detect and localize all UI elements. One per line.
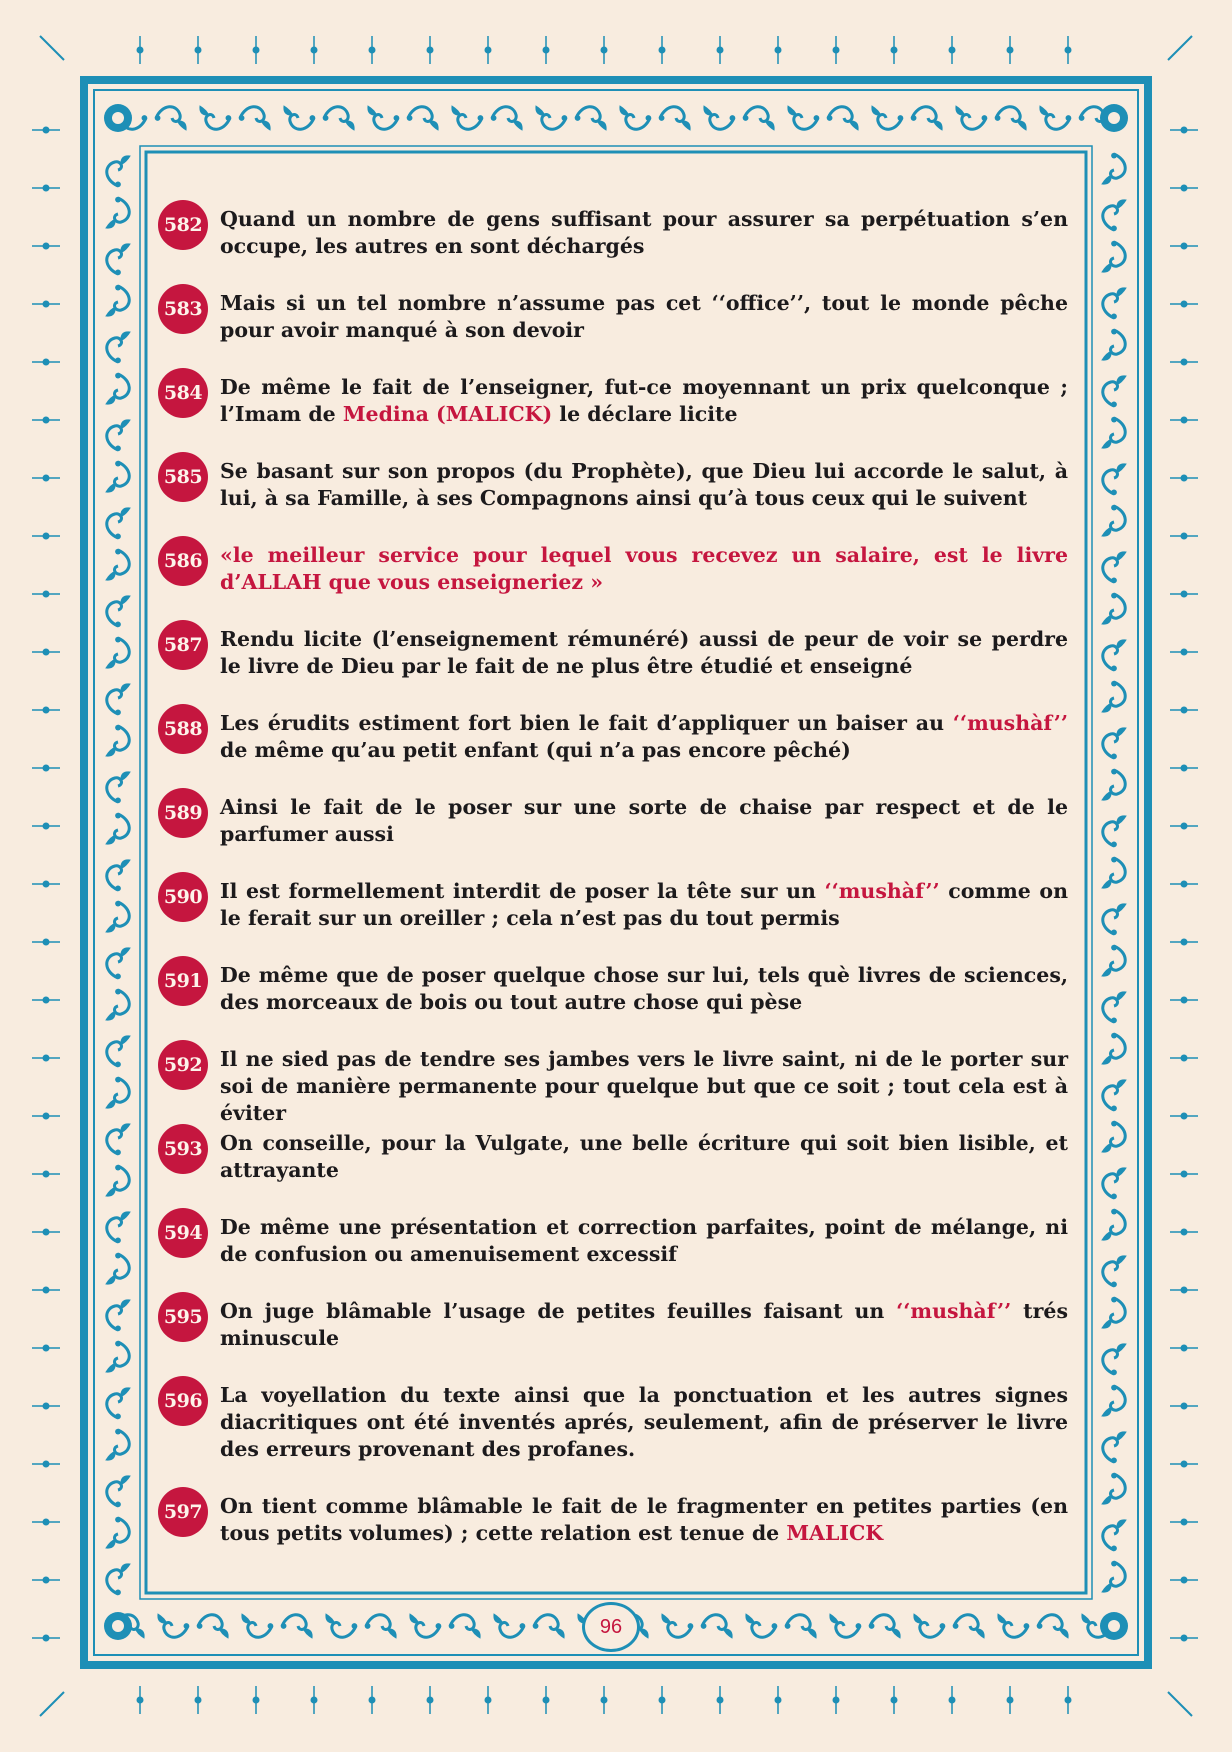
- arabesque-motif: [533, 1615, 565, 1639]
- corner-spear: [1168, 1692, 1192, 1716]
- arabesque-motif: [451, 105, 483, 129]
- arabesque-motif: [107, 771, 131, 803]
- spear-ornament-bead: [543, 1697, 550, 1704]
- arabesque-motif: [407, 107, 439, 131]
- verse-589: [158, 794, 1068, 878]
- corner-rosette-center: [112, 112, 124, 124]
- arabesque-motif: [997, 1613, 1029, 1637]
- arabesque-motif: [449, 1615, 481, 1639]
- spear-ornament-bead: [137, 1697, 144, 1704]
- spear-ornament-bead: [43, 243, 50, 250]
- verse-text-segment: De même que de poser quelque chose sur lui, tels què livres de sciences, des morceaux de bois ou tout autre chose qui pèse: [220, 963, 1068, 1014]
- spear-ornament-bead: [311, 47, 318, 54]
- verse-583: [158, 290, 1068, 374]
- arabesque-motif: [1101, 1473, 1125, 1505]
- arabesque-motif: [1039, 105, 1071, 129]
- spear-ornament-bead: [43, 417, 50, 424]
- spear-ornament-bead: [369, 47, 376, 54]
- verse-597: [158, 1493, 1068, 1577]
- verse-585: [158, 458, 1068, 542]
- spear-ornament-bead: [1181, 475, 1188, 482]
- verse-592: [158, 1046, 1068, 1130]
- arabesque-motif: [787, 105, 819, 129]
- verse-number-badge: 585: [158, 452, 208, 502]
- arabesque-motif: [1103, 463, 1127, 495]
- spear-ornament-bead: [1181, 127, 1188, 134]
- arabesque-motif: [367, 105, 399, 129]
- arabesque-motif: [105, 1517, 129, 1549]
- spear-ornament-bead: [1181, 1287, 1188, 1294]
- verse-text-segment: Se basant sur son propos (du Prophète), que Dieu lui accorde le salut, à lui, à sa Famille, à ses Compagnons ainsi qu’à tous ceux qui le suivent: [220, 459, 1068, 510]
- spear-ornament-bead: [659, 1697, 666, 1704]
- verse-591: [158, 962, 1068, 1046]
- arabesque-motif: [1101, 329, 1125, 361]
- verse-text: [220, 542, 1068, 596]
- arabesque-motif: [1101, 1209, 1125, 1241]
- spear-ornament-bead: [1065, 1697, 1072, 1704]
- arabesque-motif: [107, 1123, 131, 1155]
- spear-ornament-bead: [43, 1229, 50, 1236]
- spear-ornament-bead: [717, 1697, 724, 1704]
- arabesque-motif: [105, 461, 129, 493]
- arabesque-motif: [107, 155, 131, 187]
- spear-ornament-bead: [1181, 765, 1188, 772]
- spear-ornament-bead: [427, 47, 434, 54]
- arabesque-motif: [995, 107, 1027, 131]
- arabesque-motif: [105, 1077, 129, 1109]
- spear-ornament-bead: [891, 1697, 898, 1704]
- spear-ornament-bead: [43, 881, 50, 888]
- spear-ornament-bead: [43, 997, 50, 1004]
- arabesque-motif: [241, 1613, 273, 1637]
- verse-text-segment: De même le fait de l’enseigner, fut-ce moyennant un prix quelconque ; l’Imam de: [220, 375, 1068, 426]
- spear-ornament-bead: [1181, 1113, 1188, 1120]
- verse-number-badge: 592: [158, 1040, 208, 1090]
- spear-ornament-bead: [43, 127, 50, 134]
- spear-ornament-bead: [891, 47, 898, 54]
- verse-text-segment: On conseille, pour la Vulgate, une belle écriture qui soit bien lisible, et attrayante: [220, 1131, 1068, 1182]
- arabesque-motif: [365, 1615, 397, 1639]
- spear-ornament-bead: [1181, 1229, 1188, 1236]
- arabesque-motif: [827, 107, 859, 131]
- verse-number-badge: 582: [158, 200, 208, 250]
- spear-ornament-bead: [1007, 1697, 1014, 1704]
- spear-ornament-bead: [1007, 47, 1014, 54]
- arabesque-motif: [105, 197, 129, 229]
- verse-text-segment: comme on le ferait sur un oreiller ; cela n’est pas du tout permis: [220, 879, 1068, 930]
- arabesque-motif: [701, 1615, 733, 1639]
- arabesque-motif: [105, 1429, 129, 1461]
- arabesque-motif: [575, 107, 607, 131]
- arabesque-motif: [105, 373, 129, 405]
- arabesque-motif: [409, 1613, 441, 1637]
- arabesque-motif: [105, 989, 129, 1021]
- verse-text-segment: le déclare licite: [552, 402, 738, 426]
- verse-text-highlight: MALICK: [786, 1521, 884, 1545]
- arabesque-motif: [1103, 727, 1127, 759]
- verse-text: [220, 626, 1068, 680]
- verse-text: [220, 1493, 1068, 1547]
- spear-ornament-bead: [1181, 359, 1188, 366]
- spear-ornament-bead: [1181, 1577, 1188, 1584]
- spear-ornament-bead: [1065, 47, 1072, 54]
- spear-ornament-bead: [43, 591, 50, 598]
- arabesque-motif: [105, 725, 129, 757]
- arabesque-motif: [197, 1615, 229, 1639]
- arabesque-motif: [1101, 417, 1125, 449]
- spear-ornament-bead: [43, 1635, 50, 1642]
- arabesque-motif: [955, 105, 987, 129]
- arabesque-motif: [107, 683, 131, 715]
- verse-text-segment: Il est formellement interdit de poser la tête sur un: [220, 879, 825, 903]
- arabesque-motif: [105, 285, 129, 317]
- corner-spear: [40, 1692, 64, 1716]
- verse-text: [220, 1046, 1068, 1127]
- spear-ornament-bead: [485, 47, 492, 54]
- arabesque-motif: [107, 859, 131, 891]
- verse-text: [220, 878, 1068, 932]
- spear-ornament-bead: [311, 1697, 318, 1704]
- spear-ornament-bead: [195, 1697, 202, 1704]
- spear-ornament-bead: [949, 47, 956, 54]
- arabesque-motif: [1103, 639, 1127, 671]
- verse-number-badge: 586: [158, 536, 208, 586]
- arabesque-motif: [1101, 1385, 1125, 1417]
- arabesque-motif: [107, 1035, 131, 1067]
- verse-text-highlight: Medina (MALICK): [342, 402, 553, 426]
- arabesque-motif: [1103, 1343, 1127, 1375]
- arabesque-motif: [107, 331, 131, 363]
- spear-ornament-bead: [717, 47, 724, 54]
- arabesque-motif: [953, 1615, 985, 1639]
- spear-ornament-bead: [369, 1697, 376, 1704]
- arabesque-motif: [1101, 153, 1125, 185]
- verse-text-segment: On juge blâmable l’usage de petites feuilles faisant un: [220, 1299, 897, 1323]
- verse-text-highlight: ‘‘mushàf’’: [824, 879, 940, 903]
- corner-rosette-center: [1108, 1620, 1120, 1632]
- spear-ornament-bead: [949, 1697, 956, 1704]
- arabesque-motif: [105, 637, 129, 669]
- spear-ornament-bead: [543, 47, 550, 54]
- arabesque-motif: [1101, 857, 1125, 889]
- verse-text: [220, 1298, 1068, 1352]
- arabesque-motif: [703, 105, 735, 129]
- spear-ornament-bead: [43, 707, 50, 714]
- arabesque-motif: [1103, 1255, 1127, 1287]
- verse-text-segment: Quand un nombre de gens suffisant pour assurer sa perpétuation s’en occupe, les autres en sont déchargés: [220, 207, 1068, 258]
- verse-text-segment: Les érudits estiment fort bien le fait d’appliquer un baiser au: [220, 711, 953, 735]
- arabesque-motif: [1101, 1561, 1125, 1593]
- arabesque-motif: [913, 1613, 945, 1637]
- verse-text-segment: trés minuscule: [220, 1299, 1068, 1350]
- arabesque-motif: [535, 105, 567, 129]
- spear-ornament-bead: [1181, 649, 1188, 656]
- arabesque-motif: [829, 1613, 861, 1637]
- spear-ornament-bead: [1181, 823, 1188, 830]
- spear-ornament-bead: [43, 1519, 50, 1526]
- spear-ornament-bead: [427, 1697, 434, 1704]
- arabesque-motif: [785, 1615, 817, 1639]
- arabesque-motif: [1103, 903, 1127, 935]
- arabesque-motif: [105, 813, 129, 845]
- arabesque-motif: [107, 243, 131, 275]
- verse-text-segment: Il ne sied pas de tendre ses jambes vers le livre saint, ni de le porter sur soi de manière permanente pour quelque but que ce soit ; tout cela est à éviter: [220, 1047, 1068, 1125]
- spear-ornament-bead: [1181, 1519, 1188, 1526]
- verse-text-segment: De même une présentation et correction parfaites, point de mélange, ni de confusion ou amenuisement excessif: [220, 1215, 1068, 1266]
- spear-ornament-bead: [601, 47, 608, 54]
- spear-ornament-bead: [253, 1697, 260, 1704]
- arabesque-motif: [1101, 593, 1125, 625]
- verse-number-badge: 597: [158, 1487, 208, 1537]
- arabesque-motif: [493, 1613, 525, 1637]
- verse-593: [158, 1130, 1068, 1214]
- arabesque-motif: [1103, 815, 1127, 847]
- spear-ornament-bead: [43, 1403, 50, 1410]
- arabesque-motif: [1101, 769, 1125, 801]
- verse-number-badge: 587: [158, 620, 208, 670]
- spear-ornament-bead: [43, 185, 50, 192]
- verse-number-badge: 583: [158, 284, 208, 334]
- spear-ornament-bead: [1181, 1403, 1188, 1410]
- arabesque-motif: [157, 1613, 189, 1637]
- arabesque-motif: [155, 107, 187, 131]
- arabesque-motif: [1037, 1615, 1069, 1639]
- spear-ornament-bead: [1181, 591, 1188, 598]
- spear-ornament-bead: [43, 533, 50, 540]
- arabesque-motif: [1101, 681, 1125, 713]
- verse-number-badge: 595: [158, 1292, 208, 1342]
- verse-text: [220, 794, 1068, 848]
- spear-ornament-bead: [1181, 1635, 1188, 1642]
- verse-number-badge: 589: [158, 788, 208, 838]
- verse-text-segment: Mais si un tel nombre n’assume pas cet ‘‘office’’, tout le monde pêche pour avoir manqué à son devoir: [220, 291, 1068, 342]
- corner-spear: [1168, 36, 1192, 60]
- spear-ornament-bead: [775, 1697, 782, 1704]
- spear-ornament-bead: [1181, 1171, 1188, 1178]
- verse-text: [220, 374, 1068, 428]
- verse-number-badge: 591: [158, 956, 208, 1006]
- arabesque-motif: [107, 947, 131, 979]
- verse-594: [158, 1214, 1068, 1298]
- verse-number-badge: 593: [158, 1124, 208, 1174]
- arabesque-motif: [323, 107, 355, 131]
- arabesque-motif: [1103, 551, 1127, 583]
- spear-ornament-bead: [43, 1345, 50, 1352]
- spear-ornament-bead: [43, 1461, 50, 1468]
- arabesque-motif: [743, 107, 775, 131]
- verse-text: [220, 206, 1068, 260]
- arabesque-motif: [491, 107, 523, 131]
- arabesque-motif: [107, 1387, 131, 1419]
- corner-rosette-center: [1108, 112, 1120, 124]
- spear-ornament-bead: [833, 1697, 840, 1704]
- spear-ornament-bead: [43, 1577, 50, 1584]
- spear-ornament-bead: [43, 649, 50, 656]
- page-number: 96: [582, 1602, 640, 1652]
- spear-ornament-bead: [485, 1697, 492, 1704]
- verse-text-segment: de même qu’au petit enfant (qui n’a pas encore pêché): [220, 738, 851, 762]
- arabesque-motif: [1101, 241, 1125, 273]
- verse-text: [220, 1382, 1068, 1463]
- spear-ornament-bead: [43, 823, 50, 830]
- spear-ornament-bead: [195, 47, 202, 54]
- spear-ornament-bead: [1181, 1461, 1188, 1468]
- arabesque-motif: [1103, 991, 1127, 1023]
- verse-595: [158, 1298, 1068, 1382]
- verse-number-badge: 588: [158, 704, 208, 754]
- verse-text: [220, 1130, 1068, 1184]
- arabesque-motif: [1101, 1297, 1125, 1329]
- spear-ornament-bead: [1181, 243, 1188, 250]
- spear-ornament-bead: [1181, 1345, 1188, 1352]
- verse-text-segment: Rendu licite (l’enseignement rémunéré) aussi de peur de voir se perdre le livre de Dieu par le fait de ne plus être étudié et enseigné: [220, 627, 1068, 678]
- arabesque-motif: [281, 1615, 313, 1639]
- arabesque-motif: [1101, 1033, 1125, 1065]
- arabesque-motif: [619, 105, 651, 129]
- arabesque-motif: [107, 419, 131, 451]
- arabesque-motif: [105, 901, 129, 933]
- arabesque-motif: [107, 1211, 131, 1243]
- arabesque-motif: [871, 105, 903, 129]
- arabesque-motif: [659, 107, 691, 131]
- arabesque-motif: [745, 1613, 777, 1637]
- verse-text-highlight: ‘‘mushàf’’: [896, 1299, 1012, 1323]
- arabesque-motif: [325, 1613, 357, 1637]
- arabesque-motif: [1103, 1167, 1127, 1199]
- corner-rosette-center: [112, 1620, 124, 1632]
- spear-ornament-bead: [137, 47, 144, 54]
- arabesque-motif: [869, 1615, 901, 1639]
- spear-ornament-bead: [43, 939, 50, 946]
- arabesque-motif: [105, 1341, 129, 1373]
- spear-ornament-bead: [1181, 185, 1188, 192]
- spear-ornament-bead: [1181, 939, 1188, 946]
- spear-ornament-bead: [1181, 997, 1188, 1004]
- spear-ornament-bead: [43, 765, 50, 772]
- arabesque-motif: [105, 1253, 129, 1285]
- verse-text-segment: La voyellation du texte ainsi que la ponctuation et les autres signes diacritiques ont été inventés aprés, seulement, afin de préserver le livre des erreurs provenant des profanes.: [220, 1383, 1068, 1461]
- arabesque-motif: [1101, 1121, 1125, 1153]
- arabesque-motif: [1101, 945, 1125, 977]
- arabesque-motif: [107, 507, 131, 539]
- arabesque-motif: [1103, 375, 1127, 407]
- verse-list: [158, 206, 1068, 1577]
- verse-584: [158, 374, 1068, 458]
- arabesque-motif: [1103, 287, 1127, 319]
- spear-ornament-bead: [43, 475, 50, 482]
- corner-spear: [40, 36, 64, 60]
- spear-ornament-bead: [1181, 707, 1188, 714]
- verse-text-highlight: «le meilleur service pour lequel vous recevez un salaire, est le livre d’ALLAH que vous enseigneriez »: [220, 543, 1068, 594]
- spear-ornament-bead: [1181, 881, 1188, 888]
- arabesque-motif: [107, 1563, 131, 1595]
- arabesque-motif: [105, 1165, 129, 1197]
- verse-text-segment: Ainsi le fait de le poser sur une sorte de chaise par respect et de le parfumer aussi: [220, 795, 1068, 846]
- spear-ornament-bead: [1181, 301, 1188, 308]
- spear-ornament-bead: [1181, 417, 1188, 424]
- spear-ornament-bead: [601, 1697, 608, 1704]
- verse-number-badge: 596: [158, 1376, 208, 1426]
- arabesque-motif: [1103, 1519, 1127, 1551]
- verse-text: [220, 458, 1068, 512]
- arabesque-motif: [283, 105, 315, 129]
- verse-number-badge: 594: [158, 1208, 208, 1258]
- verse-text: [220, 962, 1068, 1016]
- spear-ornament-bead: [659, 47, 666, 54]
- verse-text: [220, 290, 1068, 344]
- verse-588: [158, 710, 1068, 794]
- spear-ornament-bead: [43, 359, 50, 366]
- spear-ornament-bead: [1181, 1055, 1188, 1062]
- arabesque-motif: [661, 1613, 693, 1637]
- arabesque-motif: [1103, 1079, 1127, 1111]
- arabesque-motif: [911, 107, 943, 131]
- verse-text-segment: On tient comme blâmable le fait de le fragmenter en petites parties (en tous petits volumes) ; cette relation est tenue de: [220, 1494, 1068, 1545]
- verse-number-badge: 584: [158, 368, 208, 418]
- verse-582: [158, 206, 1068, 290]
- arabesque-motif: [107, 595, 131, 627]
- arabesque-motif: [1101, 505, 1125, 537]
- spear-ornament-bead: [833, 47, 840, 54]
- arabesque-motif: [239, 107, 271, 131]
- spear-ornament-bead: [253, 47, 260, 54]
- spear-ornament-bead: [43, 1287, 50, 1294]
- spear-ornament-bead: [43, 1055, 50, 1062]
- verse-596: [158, 1382, 1068, 1493]
- arabesque-motif: [107, 1299, 131, 1331]
- verse-586: [158, 542, 1068, 626]
- spear-ornament-bead: [43, 301, 50, 308]
- spear-ornament-bead: [43, 1171, 50, 1178]
- spear-ornament-bead: [775, 47, 782, 54]
- verse-text: [220, 1214, 1068, 1268]
- arabesque-motif: [105, 549, 129, 581]
- arabesque-motif: [199, 105, 231, 129]
- verse-number-badge: 590: [158, 872, 208, 922]
- verse-587: [158, 626, 1068, 710]
- spear-ornament-bead: [1181, 533, 1188, 540]
- arabesque-motif: [1103, 1431, 1127, 1463]
- spear-ornament-bead: [43, 1113, 50, 1120]
- arabesque-motif: [1103, 199, 1127, 231]
- arabesque-motif: [107, 1475, 131, 1507]
- verse-text: [220, 710, 1068, 764]
- verse-590: [158, 878, 1068, 962]
- verse-text-highlight: ‘‘mushàf’’: [952, 711, 1068, 735]
